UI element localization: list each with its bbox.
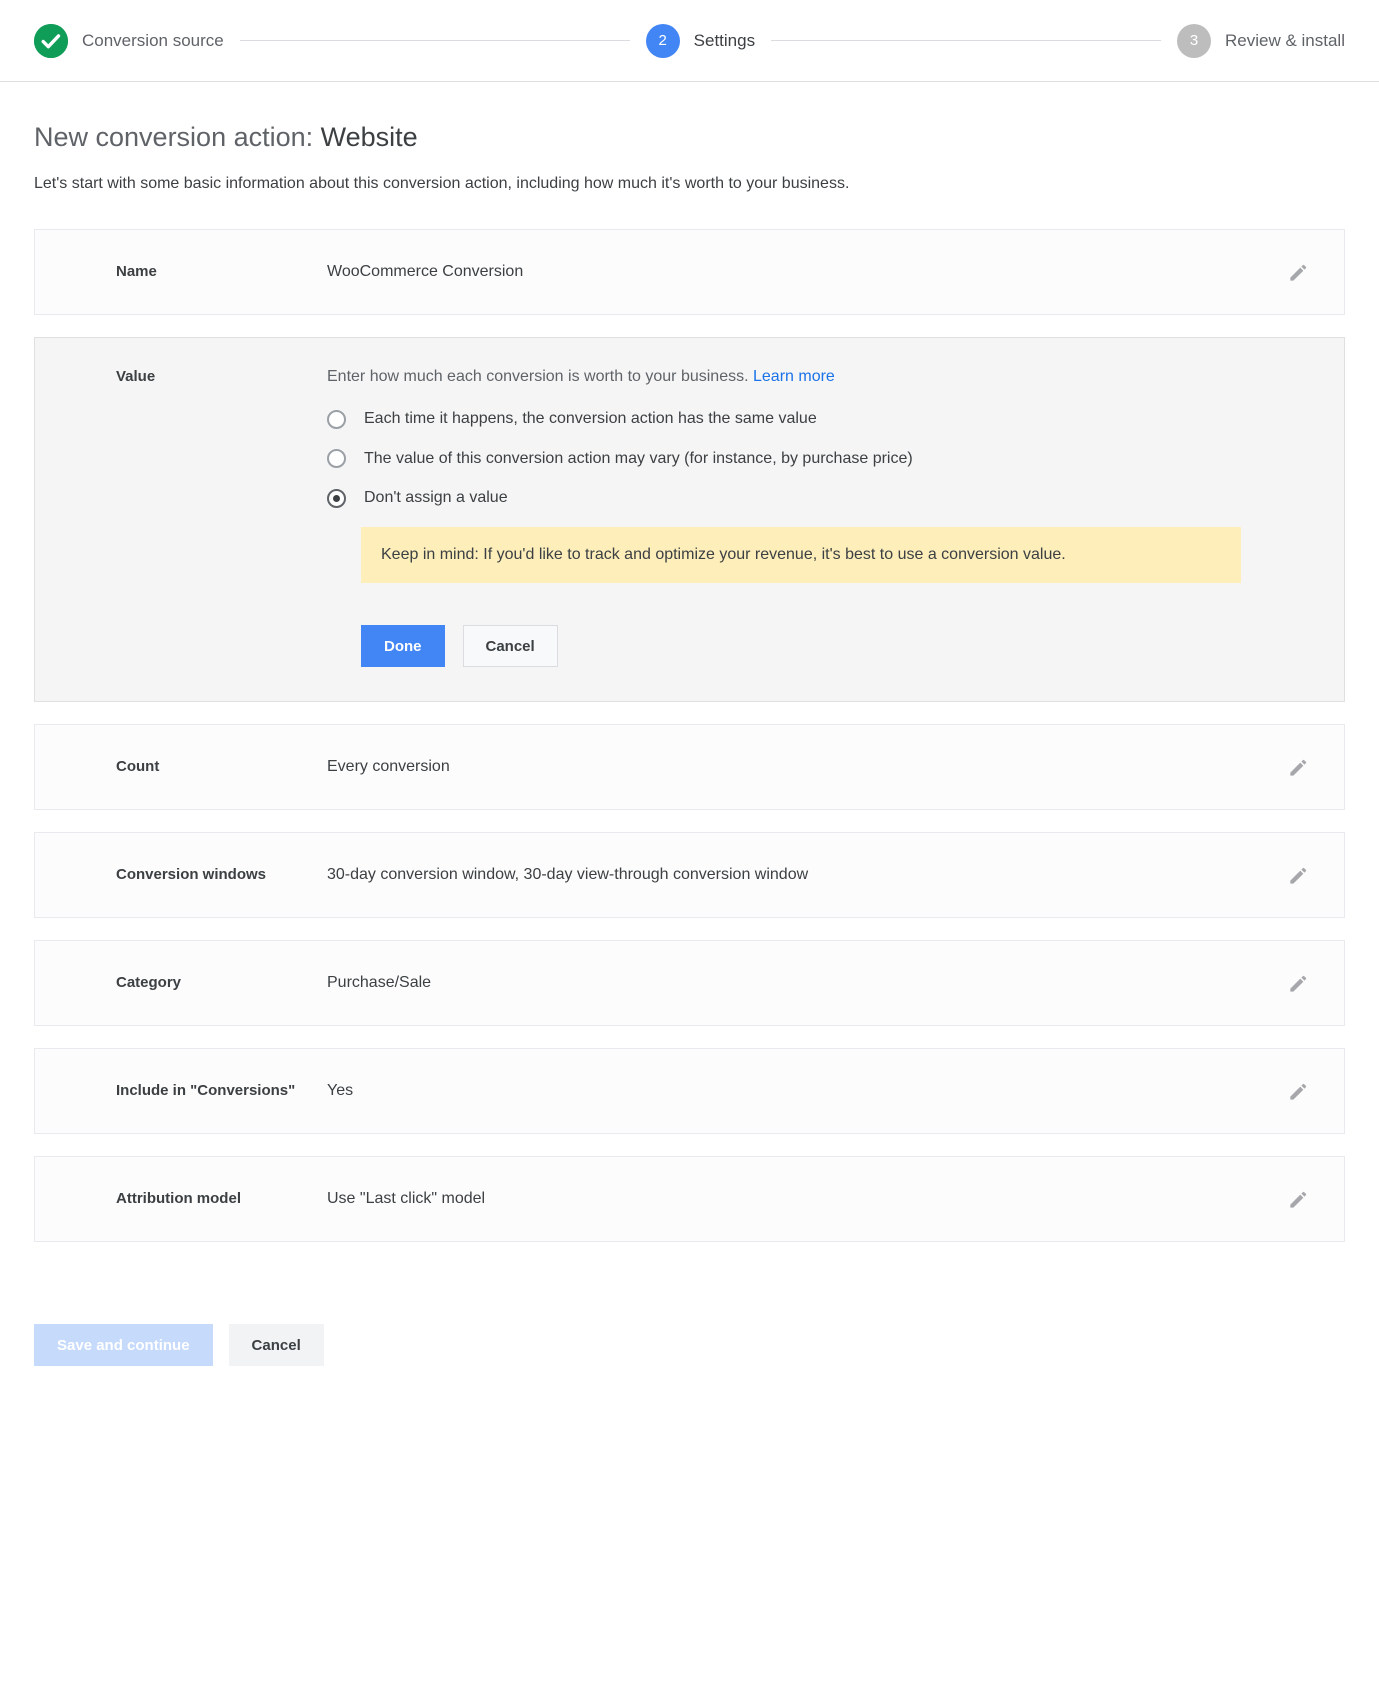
page-title-prefix: New conversion action:	[34, 122, 314, 152]
page-subtitle: Let's start with some basic information about this conversion action, including how much it's worth to your business.	[34, 175, 850, 192]
setting-label-name: Name	[116, 263, 157, 281]
step-label-settings: Settings	[693, 30, 756, 50]
step-label-conversion-source: Conversion source	[82, 30, 224, 50]
value-option-label-0: Each time it happens, the conversion action has the same value	[364, 410, 817, 428]
setting-label-conversion-windows: Conversion windows	[116, 866, 267, 884]
step-settings[interactable]	[646, 24, 755, 58]
stepper-connector-2	[771, 40, 1161, 41]
setting-row-include-in-conversions[interactable]	[34, 1048, 1345, 1134]
setting-row-count[interactable]	[34, 724, 1345, 810]
setting-row-conversion-windows[interactable]	[34, 832, 1345, 918]
check-icon	[34, 24, 68, 58]
step-number-badge-3: 3	[1177, 24, 1211, 58]
learn-more-link[interactable]: Learn more	[753, 368, 835, 385]
setting-value-include-in-conversions: Yes	[327, 1082, 354, 1100]
done-button[interactable]: Done	[361, 625, 445, 667]
page-title-emphasis: Website	[320, 122, 418, 152]
edit-pencil-icon[interactable]	[1286, 1078, 1312, 1104]
setting-row-value	[34, 337, 1345, 702]
setting-label-attribution-model: Attribution model	[116, 1190, 241, 1208]
setting-label-include-in-conversions: Include in "Conversions"	[116, 1082, 296, 1100]
radio-selected-icon[interactable]	[327, 489, 346, 508]
setting-label-count: Count	[116, 758, 160, 776]
setting-row-name[interactable]	[34, 229, 1345, 315]
setting-value-conversion-windows: 30-day conversion window, 30-day view-through conversion window	[327, 866, 809, 884]
save-and-continue-button[interactable]: Save and continue	[34, 1324, 213, 1366]
step-label-review-install: Review & install	[1225, 30, 1345, 50]
setting-row-category[interactable]	[34, 940, 1345, 1026]
value-option-no-value[interactable]	[327, 487, 1320, 509]
value-description	[327, 366, 1320, 388]
edit-pencil-icon[interactable]	[1286, 259, 1312, 285]
value-editor	[327, 366, 1320, 667]
setting-label-category: Category	[116, 974, 182, 992]
setting-value-name: WooCommerce Conversion	[327, 262, 524, 280]
radio-icon[interactable]	[327, 410, 346, 429]
step-number-badge-2: 2	[646, 24, 680, 58]
value-description-text: Enter how much each conversion is worth to your business.	[327, 368, 749, 385]
stepper-connector-1	[240, 40, 630, 41]
setting-value-attribution-model: Use "Last click" model	[327, 1190, 486, 1208]
wizard-stepper	[0, 0, 1379, 82]
edit-pencil-icon[interactable]	[1286, 862, 1312, 888]
value-editor-actions	[361, 625, 1320, 667]
setting-value-category: Purchase/Sale	[327, 974, 432, 992]
step-conversion-source[interactable]	[34, 24, 224, 58]
page-body	[0, 82, 1379, 1242]
value-option-same-value[interactable]	[327, 408, 1320, 430]
edit-pencil-icon[interactable]	[1286, 754, 1312, 780]
footer-actions	[0, 1264, 1379, 1406]
edit-pencil-icon[interactable]	[1286, 1186, 1312, 1212]
setting-label-value: Value	[116, 368, 156, 385]
value-option-varies[interactable]	[327, 448, 1320, 470]
cancel-value-button[interactable]: Cancel	[463, 625, 558, 667]
value-keep-in-mind-notice: Keep in mind: If you'd like to track and optimize your revenue, it's best to use a conversion value.	[361, 527, 1241, 584]
edit-pencil-icon[interactable]	[1286, 970, 1312, 996]
value-option-label-2: Don't assign a value	[364, 489, 508, 507]
cancel-button[interactable]: Cancel	[229, 1324, 324, 1366]
step-review-install[interactable]	[1177, 24, 1345, 58]
setting-value-count: Every conversion	[327, 758, 450, 776]
radio-icon[interactable]	[327, 449, 346, 468]
value-option-label-1: The value of this conversion action may vary (for instance, by purchase price)	[364, 449, 913, 467]
setting-row-attribution-model[interactable]	[34, 1156, 1345, 1242]
page-title	[34, 122, 1345, 153]
